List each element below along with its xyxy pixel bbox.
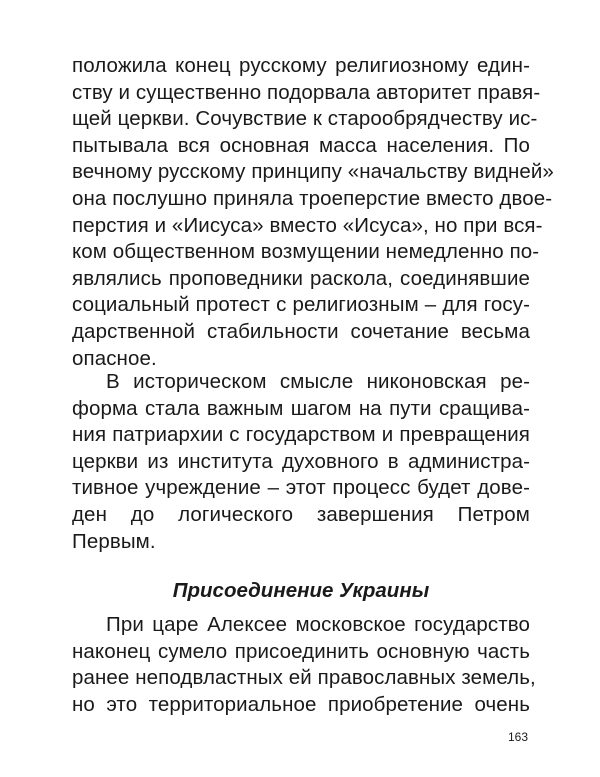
- text-line: она послушно приняла троеперстие вместо двое-: [72, 186, 553, 210]
- text-line: наконец сумело присоединить основную часть: [72, 639, 530, 663]
- text-line: социальный протест с религиозным – для госу-: [72, 293, 530, 317]
- text-line: перстия и «Иисуса» вместо «Исуса», но при вся-: [72, 213, 543, 237]
- text-line: Первым.: [72, 529, 156, 553]
- text-line: ден до логического завершения Петром: [72, 502, 530, 526]
- text-line: щей церкви. Сочувствие к старообрядчеству ис-: [72, 107, 538, 131]
- section-heading: Присоединение Украины: [172, 579, 430, 602]
- text-line: положила конец русскому религиозному един-: [72, 54, 530, 77]
- text-line: являлись проповедники раскола, соединявшие: [72, 266, 530, 290]
- text-line: форма стала важным шагом на пути сращива-: [72, 396, 530, 420]
- text-line: вечному русскому принципу «начальству видней»: [72, 160, 554, 184]
- text-line: тивное учреждение – этот процесс будет дове-: [72, 476, 530, 500]
- text-line: При царе Алексее московское государство: [106, 613, 530, 636]
- text-line: дарственной стабильности сочетание весьма: [72, 319, 530, 343]
- text-line: ству и существенно подорвала авторитет правя-: [72, 80, 541, 104]
- paragraph-continued: [72, 53, 554, 372]
- text-line: В историческом смысле никоновская ре-: [106, 370, 530, 393]
- paragraph-ukraine: [72, 612, 536, 718]
- page-number: 163: [507, 730, 528, 744]
- text-line: церкви из института духовного в администра-: [72, 449, 530, 473]
- paragraph-nikon-reform: [72, 369, 530, 555]
- text-line: ранее неподвластных ей православных земель,: [72, 666, 536, 690]
- text-line: ком общественном возмущении немедленно по-: [72, 240, 540, 264]
- text-line: опасное.: [72, 346, 157, 370]
- text-line: пытывала вся основная масса населения. По: [72, 133, 530, 157]
- text-line: но это территориальное приобретение очень: [72, 692, 530, 716]
- text-line: ния патриархии с государством и превращения: [72, 423, 530, 447]
